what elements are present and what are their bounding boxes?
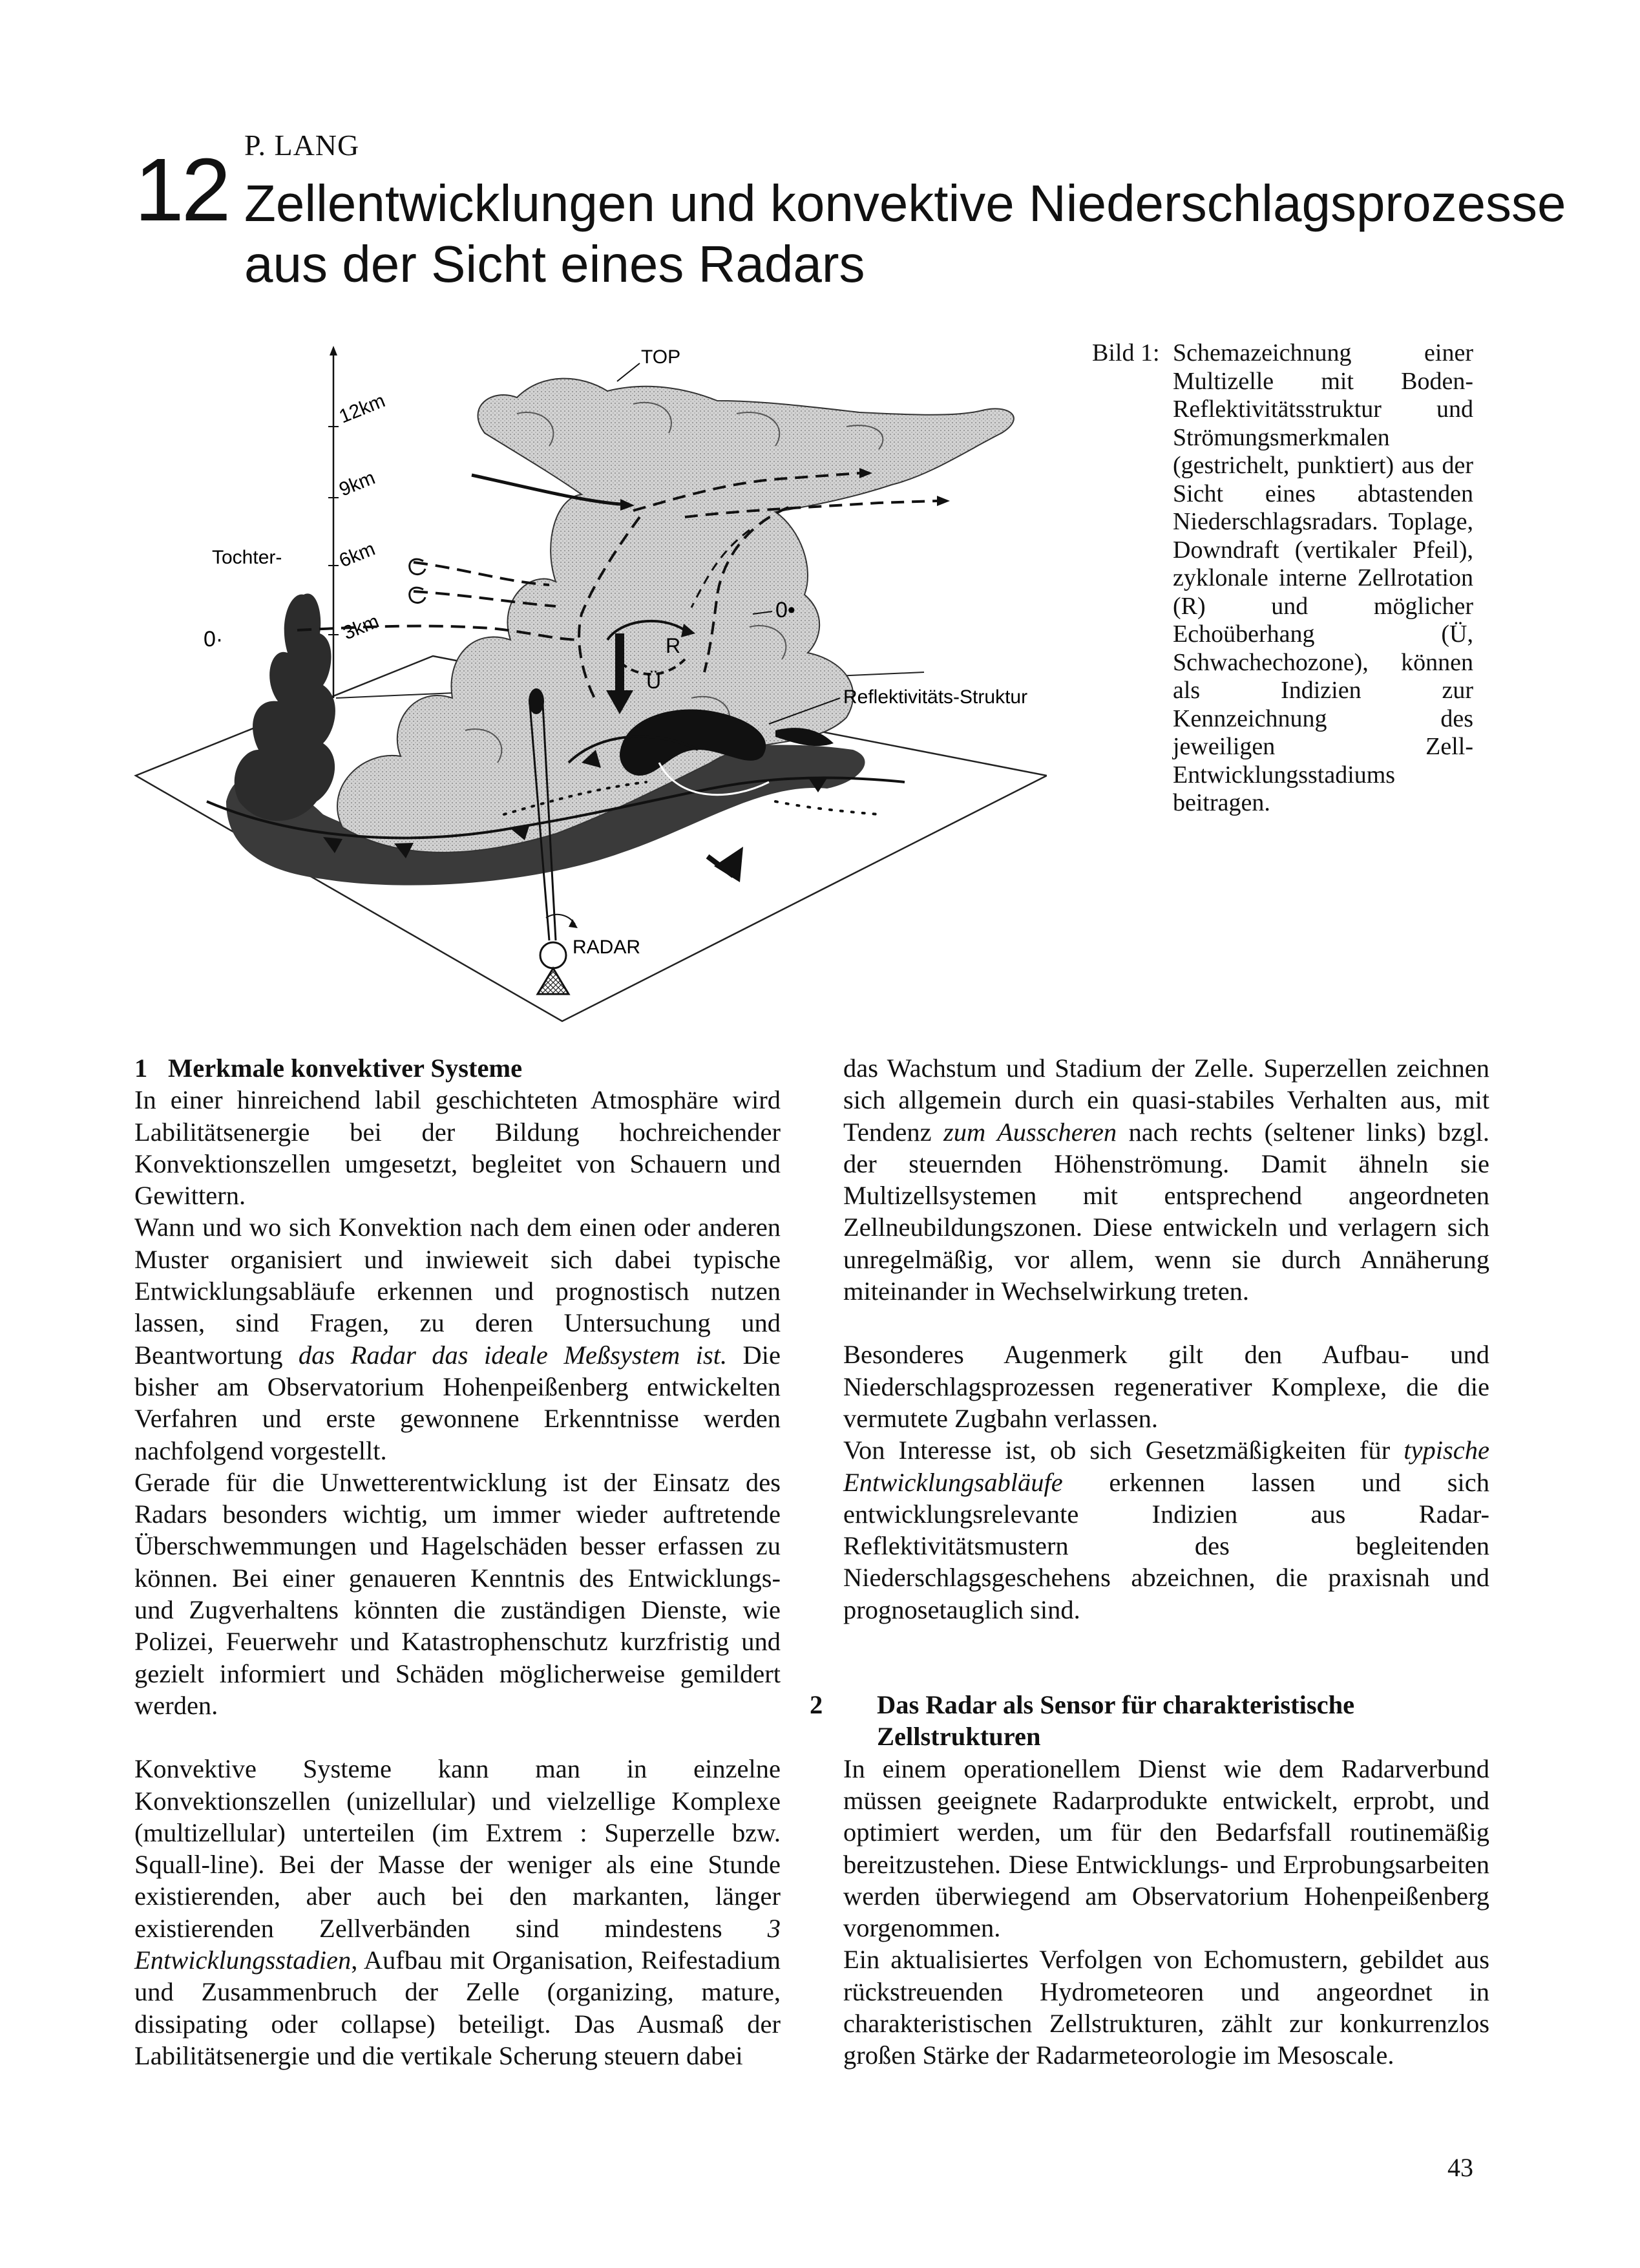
- paragraph: Wann und wo sich Konvektion nach dem einen oder anderen Muster organisiert und inwieweit sich dabei typische Entwicklungsabläufe erkennen und prognostisch nutzen lassen, sind Fragen, zu deren Untersuchung und Beantwortung das Radar das ideale Meßsystem ist. Die bisher am Observatorium Hohenpeißenberg entwickelten Verfahren und erste gewonnene Erkenntnisse werden nachfolgend vorgestellt.: [134, 1213, 781, 1465]
- section1-number: 1: [134, 1054, 148, 1083]
- chapter-title: Zellentwicklungen und konvektive Niederschlagsprozesse aus der Sicht eines Radars: [244, 175, 1566, 293]
- paragraph: In einem operationellem Dienst wie dem Radarverbund müssen geeignete Radarprodukte entwickelt, erprobt, und optimiert werden, um für den Bedarfsfall routinemäßig bereitzustehen. Diese Entwicklungs- und Erprobungsarbeiten werden überwiegend am Observatorium Hohenpeißenberg vorgenommen.: [843, 1754, 1489, 1943]
- label-3km: 3km: [340, 610, 383, 644]
- paragraph: Von Interesse ist, ob sich Gesetzmäßigkeiten für typische Entwicklungsabläufe erkennen lassen und sich entwicklungsrelevante Indizien aus Radar-Reflektivitätsmustern des begleitenden Niederschlagsgeschehens abzeichnen, die praxisnah und prognosetauglich sind.: [843, 1436, 1489, 1624]
- label-overhang-u: Ü: [646, 670, 662, 693]
- label-zero-left: 0·: [204, 627, 224, 652]
- label-radar: RADAR: [573, 937, 641, 958]
- daughter-cell: [235, 593, 335, 821]
- downdraft-arrow-shaft: [615, 633, 624, 692]
- section2-heading: [810, 1689, 1489, 1753]
- paragraph: das Wachstum und Stadium der Zelle. Superzellen zeichnen sich allgemein durch ein quasi-stabiles Verhalten aus, mit Tendenz zum Ausscheren nach rechts (seltener links) bzgl. der steuernden Höhenströmung. Damit ähneln sie Multizellsystemen mit entsprechend angeordneten Zellneubildungszonen. Diese entwickeln und verlagern sich unregelmäßig, vor allem, wenn sie durch Annäherung miteinander in Wechselwirkung treten.: [843, 1054, 1489, 1306]
- label-12km: 12km: [336, 390, 388, 428]
- section2-heading-text: Das Radar als Sensor für charakteristische Zellstrukturen: [877, 1690, 1355, 1752]
- caption-label: Bild 1:: [1092, 339, 1160, 366]
- chapter-number: 12: [134, 140, 229, 240]
- paragraph: Konvektive Systeme kann man in einzelne Konvektionszellen (unizellular) und vielzellige Komplexe (multizellular) unterteilen (im Extrem : Superzelle bzw. Squall-line). Bei der Masse der weniger als eine Stunde existierenden, aber auch bei den markanten, länger existierenden Zellverbänden sind mindestens 3 Entwicklungsstadien, Aufbau mit Organisation, Reifestadium und Zusammenbruch der Zelle (organizing, mature, dissipating oder collapse) beteiligt. Das Ausmaß der Labilitätsenergie und die vertikale Scherung steuern dabei: [134, 1754, 781, 2070]
- section1-heading-text: Merkmale konvektiver Systeme: [168, 1054, 523, 1083]
- label-top: TOP: [641, 346, 681, 368]
- paragraph: Besonderes Augenmerk gilt den Aufbau- und Niederschlagsprozessen regenerativer Komplexe, die die vermutete Zugbahn verlassen.: [843, 1340, 1489, 1433]
- author: P. LANG: [244, 129, 360, 162]
- radar-dome: [540, 942, 566, 968]
- label-9km: 9km: [336, 467, 379, 501]
- label-6km: 6km: [336, 538, 379, 572]
- page-number: 43: [1447, 2153, 1473, 2182]
- right-column: [810, 1052, 1489, 2072]
- section1-heading: [134, 1052, 781, 1084]
- label-rotation-r: R: [666, 634, 681, 657]
- label-tochter: Tochter-: [212, 547, 282, 568]
- section2-number: 2: [810, 1690, 823, 1720]
- label-zero-right: 0•: [775, 598, 795, 622]
- left-column: [134, 1052, 781, 2072]
- label-reflectivity-structure: Reflektivitäts-Struktur: [843, 686, 1028, 708]
- height-axis-arrow: [330, 346, 337, 355]
- paragraph: Ein aktualisiertes Verfolgen von Echomustern, gebildet aus rückstreuenden Hydrometeoren und angeordnet in charakteristischen Zellstrukturen, zählt zur konkurrenzlos großen Stärke der Radarmeteorologie im Mesoscale.: [843, 1945, 1489, 2070]
- paragraph: Gerade für die Unwetterentwicklung ist der Einsatz des Radars besonders wichtig, um immer wieder auftretende Überschwemmungen und Hagelschäden besser erfassen zu können. Bei einer genaueren Kenntnis des Entwicklungs- und Zugverhaltens könnten die zuständigen Dienste, wie Polizei, Feuerwehr und Katastrophenschutz kurzfristig und gezielt informiert und Schäden möglicherweise gemildert werden.: [134, 1467, 781, 1720]
- multicell-schematic-figure: [129, 336, 1047, 1041]
- radar-tower: [538, 968, 569, 994]
- figure-caption: [1092, 339, 1473, 818]
- caption-text: Schemazeichnung einer Multizelle mit Boden-Reflektivitätsstruktur und Strömungsmerkmalen (gestrichelt, punktiert) aus der Sicht eines abtastenden Niederschlagsradars. Toplage, Downdraft (vertikaler Pfeil), zyklonale interne Zellrotation (R) und möglicher Echoüberhang (Ü, Schwachechozone), können als Indizien zur Kennzeichnung des jeweiligen Zell-Entwicklungsstadiums beitragen.: [1173, 339, 1473, 816]
- paragraph: In einer hinreichend labil geschichteten Atmosphäre wird Labilitätsenergie bei der Bildung hochreichender Konvektionszellen umgesetzt, begleitet von Schauern und Gewittern.: [134, 1085, 781, 1211]
